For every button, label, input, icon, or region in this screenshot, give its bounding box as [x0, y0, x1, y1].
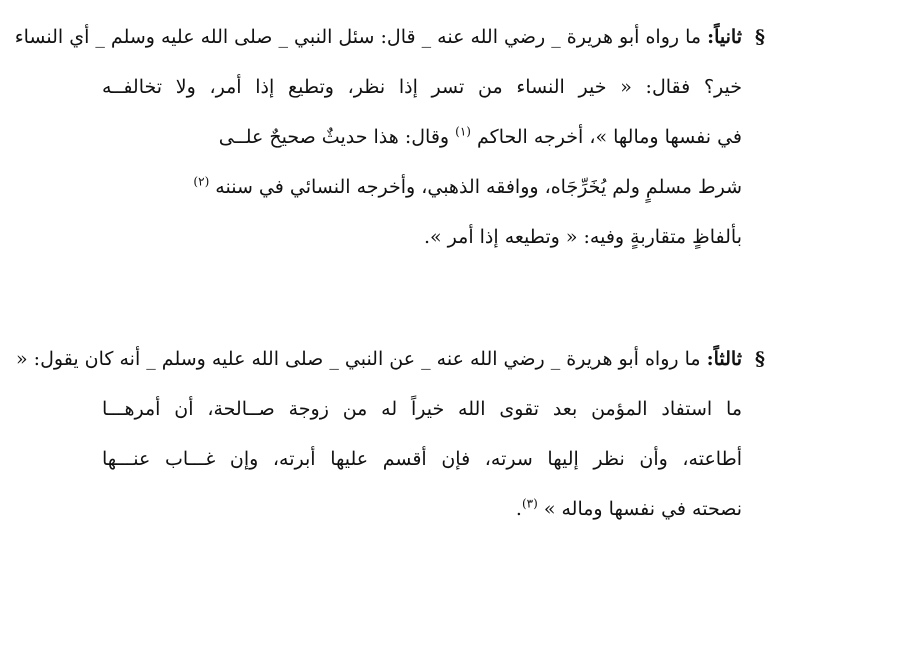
paragraph-line-text: ما رواه أبو هريرة _ رضي الله عنه _ قال: سئل النبي _ صلى الله عليه وسلم _ أي النساء [14, 26, 708, 48]
paragraph-third-evidence [16, 334, 765, 534]
paragraph-line [14, 12, 742, 62]
paragraph-line-text: . [515, 498, 522, 520]
paragraph-line: بألفاظٍ متقاربةٍ وفيه: « وتطيعه إذا أمر ». [423, 226, 742, 248]
paragraph-heading: ثالثاً: [706, 348, 742, 370]
paragraph-line-text: شرط مسلمٍ ولم يُخَرِّجَاه، ووافقه الذهبي، وأخرجه النسائي في سننه [215, 176, 742, 198]
paragraph-line: خير؟ فقال: « خير النساء من تسر إذا نظر، وتطيع إذا أمر، ولا تخالفــه [102, 76, 742, 98]
footnote-marker: (٢) [193, 174, 210, 189]
section-bullet: § [755, 348, 765, 370]
paragraph-line-text: في نفسها ومالها »، أخرجه الحاكم [477, 126, 742, 148]
paragraph-line-text: ما رواه أبو هريرة _ رضي الله عنه _ عن النبي _ صلى الله عليه وسلم _ أنه كان يقول: « [16, 348, 707, 370]
footnote-marker: (٣) [521, 496, 538, 511]
paragraph-line [102, 484, 742, 534]
paragraph-line-text: وقال: هذا حديثٌ صحيحٌ علــى [218, 126, 456, 148]
paragraph-line: ما استفاد المؤمن بعد تقوى الله خيراً له من زوجة صــالحة، أن أمرهـــا [102, 398, 742, 420]
paragraph-line-text: نصحته في نفسها وماله » [543, 498, 742, 520]
paragraph-line: أطاعته، وأن نظر إليها سرته، فإن أقسم عليها أبرته، وإن غـــاب عنـــها [102, 448, 742, 470]
paragraph-second-evidence [14, 12, 765, 262]
paragraph-line [16, 334, 742, 384]
paragraph-line [102, 162, 742, 212]
footnote-marker: (١) [455, 124, 471, 139]
section-bullet: § [755, 26, 765, 48]
paragraph-heading: ثانياً: [707, 26, 742, 48]
paragraph-line [102, 112, 742, 162]
